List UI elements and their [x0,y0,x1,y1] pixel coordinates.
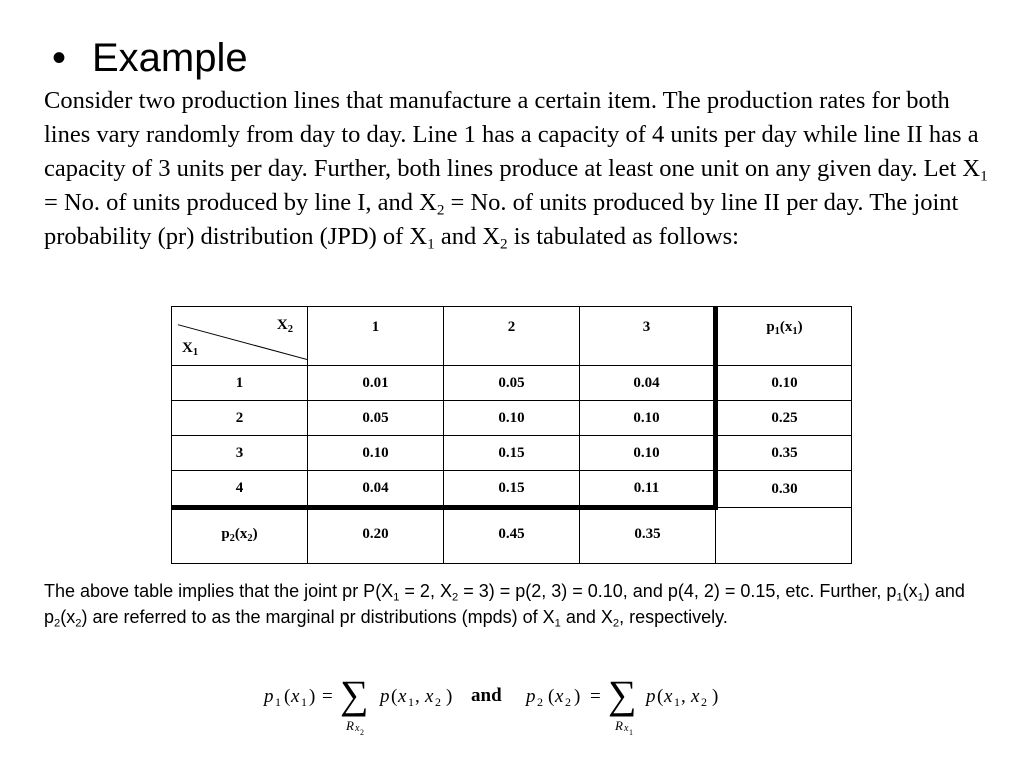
formula-paren: ) [712,686,719,707]
marginal-cell: 0.10 [716,366,852,401]
table-cell: 0.11 [580,471,716,508]
table-cell: 0.04 [580,366,716,401]
table-cell: 0.10 [444,401,580,436]
formula-R: R [615,718,623,733]
table-cell: 0.01 [308,366,444,401]
marginal-cell: 0.25 [716,401,852,436]
formula-sub: 1 [629,728,633,737]
row-header: 1 [172,366,308,401]
formula-sigma: ∑ [340,672,369,717]
formula-sub: 1 [301,695,307,709]
formula-sub: 2 [565,695,571,709]
formula-x: x [555,686,564,707]
row-header: 4 [172,471,308,508]
marginal-col-header: $p_1(x_1)$ [716,307,852,366]
formula-p: p [526,686,536,707]
corner-cell [172,307,308,366]
table-row [172,436,852,471]
table-header-row [172,307,852,366]
table-row [172,366,852,401]
corner-x1-label: $X_1$ [182,340,199,359]
intro-paragraph: Consider two production lines that manufacture a certain item. The production rates for both lines vary randomly from day to day. Line 1 has a capacity of 4 units per day while line II has a capacity of 3 units per day. Further, both lines produce at least one unit on any given day. Let $X_1 = No$. of units produced by line I, and $X_2 = No$. of units produced by line II per day. The joint probability (pr) distribution (JPD) of $X_1$ and $X_2$ is tabulated as follows: [44,87,988,253]
row-header: 3 [172,436,308,471]
marginal-row-header: $p_2(x_2)$ [172,508,308,564]
marginal-row-cell: 0.20 [308,508,444,564]
formula-x: x [664,686,673,707]
formula-R: R [346,718,354,733]
col-header-2: 2 [444,307,580,366]
marginal-row-cell: 0.45 [444,508,580,564]
marginal-cell: 0.35 [716,436,852,471]
formula-paren: ) [309,686,316,707]
formula-sub: 2 [435,695,441,709]
table-cell: 0.15 [444,471,580,508]
table-row [172,401,852,436]
formula-p: p [380,686,390,707]
formula-sub: 2 [537,695,543,709]
formula-paren: ( [391,686,398,707]
explanation-paragraph: The above table implies that the joint pr $P(X_1 = 2$, $X_2 = 3) = p(2$, 3) = 0.10, and p(4, 2) = 0.15, etc. Further, $p_1(x_1)$ and $p_2(x_2)$ are referred to as the marginal pr distributions (mpds) of $X_1$ and $X_2$, respectively. [44,581,965,630]
empty-cell [716,508,852,564]
formula-comma: , [415,686,420,707]
marginal-row [172,508,852,564]
formula-eq: = [590,686,601,707]
formula-and: and [471,685,502,706]
table-cell: 0.10 [580,436,716,471]
formula-x: x [624,723,629,734]
marginal-row-cell: 0.35 [580,508,716,564]
corner-x2-label: $X_2$ [276,317,293,336]
table-cell: 0.10 [580,401,716,436]
formula-x: x [691,686,700,707]
formula-x: x [291,686,300,707]
formula-paren: ) [574,686,581,707]
formula-x: x [425,686,434,707]
table-cell: 0.10 [308,436,444,471]
formula-sub: 2 [360,728,364,737]
table-cell: 0.04 [308,471,444,508]
formula-comma: , [681,686,686,707]
formula-paren: ) [446,686,453,707]
formula-sub: 1 [275,695,281,709]
formula-p: p [264,686,274,707]
col-header-3: 3 [580,307,716,366]
formula-x: x [355,723,360,734]
marginal-formula [258,670,758,750]
formula-paren: ( [548,686,555,707]
bullet: • [52,36,67,80]
formula-sub: 1 [408,695,414,709]
slide-title [52,34,248,82]
formula-paren: ( [284,686,291,707]
formula-left [262,672,452,737]
formula-eq: = [322,686,333,707]
formula-sub: 2 [701,695,707,709]
formula-x: x [398,686,407,707]
table-cell: 0.05 [308,401,444,436]
formula-paren: ( [657,686,664,707]
title-text: Example [92,36,248,80]
table-cell: 0.15 [444,436,580,471]
formula-sigma: ∑ [608,672,637,717]
marginal-cell: 0.30 [716,471,852,508]
col-header-1: 1 [308,307,444,366]
row-header: 2 [172,401,308,436]
formula-sub: 1 [674,695,680,709]
table-row [172,471,852,508]
formula-p: p [646,686,656,707]
formula-right [524,672,718,737]
table-cell: 0.05 [444,366,580,401]
jpd-table [171,306,852,564]
